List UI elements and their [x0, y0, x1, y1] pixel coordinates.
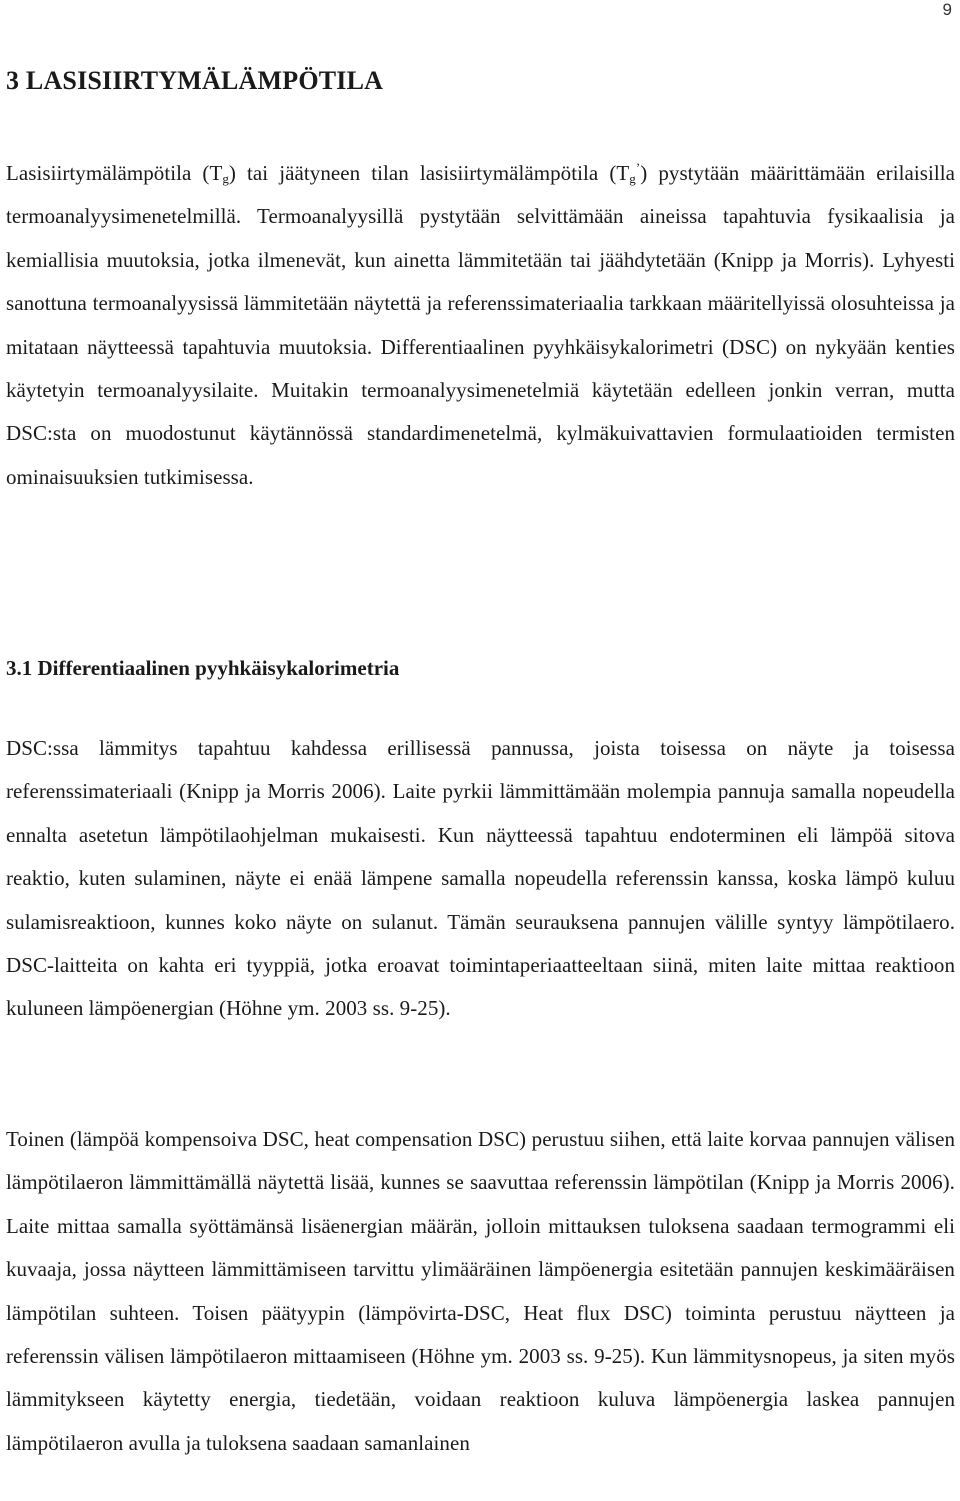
chapter-title: 3 LASISIIRTYMÄLÄMPÖTILA — [6, 66, 384, 95]
paragraph-text: ) pystytään määrittämään erilaisilla termoanalyysimenetelmillä. Termoanalyysillä pystytään selvittämään aineissa tapahtuvia fysikaalisia ja kemiallisia muutoksia, jotka ilmenevät, kun ainetta lämmitetään tai jäähdytetään (Knipp ja Morris). Lyhyesti sanottuna termoanalyysissä lämmitetään näytettä ja referenssimateriaalia tarkkaan määritellyissä olosuhteissa ja mitataan näytteessä tapahtuvia muutoksia. Differentiaalinen pyyhkäisykalorimetri (DSC) on nykyään kenties käytetyin termoanalyysilaite. Muitakin termoanalyysimenetelmiä käytetään edelleen jonkin verran, mutta DSC:sta on muodostunut käytännössä standardimenetelmä, kylmäkuivattavien formulaatioiden termisten ominaisuuksien tutkimisessa. — [6, 161, 955, 489]
page-number: 9 — [942, 0, 952, 19]
superscript: ’ — [635, 160, 641, 175]
subscript: g — [222, 171, 229, 186]
paragraph-dsc-types: Toinen (lämpöä kompensoiva DSC, heat compensation DSC) perustuu siihen, että laite korvaa pannujen välisen lämpötilaeron lämmittämällä näytettä lisää, kunnes se saavuttaa referenssin lämpötilan (Knipp ja Morris 2006). Laite mittaa samalla syöttämänsä lisäenergian määrän, jolloin mittauksen tuloksena saadaan termogrammi eli kuvaaja, jossa näytteen lämmittämiseen tarvittu ylimääräinen lämpöenergia esitetään pannujen keskimääräisen lämpötilan suhteen. Toisen päätyypin (lämpövirta-DSC, Heat flux DSC) toiminta perustuu näytteen ja referenssin välisen lämpötilaeron mittaamiseen (Höhne ym. 2003 ss. 9-25). Kun lämmitysnopeus, ja siten myös lämmitykseen käytetty energia, tiedetään, voidaan reaktioon kuluva lämpöenergia laskea pannujen lämpötilaeron avulla ja tuloksena saadaan samanlainen — [6, 1127, 955, 1455]
section-title: 3.1 Differentiaalinen pyyhkäisykalorimetria — [6, 656, 400, 680]
paragraph-glass-transition-intro — [6, 152, 955, 499]
paragraph-dsc-principle: DSC:ssa lämmitys tapahtuu kahdessa erillisessä pannussa, joista toisessa on näyte ja toisessa referenssimateriaali (Knipp ja Morris 2006). Laite pyrkii lämmittämään molempia pannuja samalla nopeudella ennalta asetetun lämpötilaohjelman mukaisesti. Kun näytteessä tapahtuu endoterminen eli lämpöä sitova reaktio, kuten sulaminen, näyte ei enää lämpene samalla nopeudella referenssin kanssa, koska lämpö kuluu sulamisreaktioon, kunnes koko näyte on sulanut. Tämän seurauksena pannujen välille syntyy lämpötilaero. DSC-laitteita on kahta eri tyyppiä, jotka eroavat toimintaperiaatteeltaan siinä, miten laite mittaa reaktioon kuluneen lämpöenergian (Höhne ym. 2003 ss. 9-25). — [6, 736, 955, 1021]
paragraph-text: Lasisiirtymälämpötila (T — [6, 161, 223, 185]
paragraph-text: ) tai jäätyneen tilan lasisiirtymälämpötila (T — [228, 161, 630, 185]
subscript: g — [629, 171, 636, 186]
